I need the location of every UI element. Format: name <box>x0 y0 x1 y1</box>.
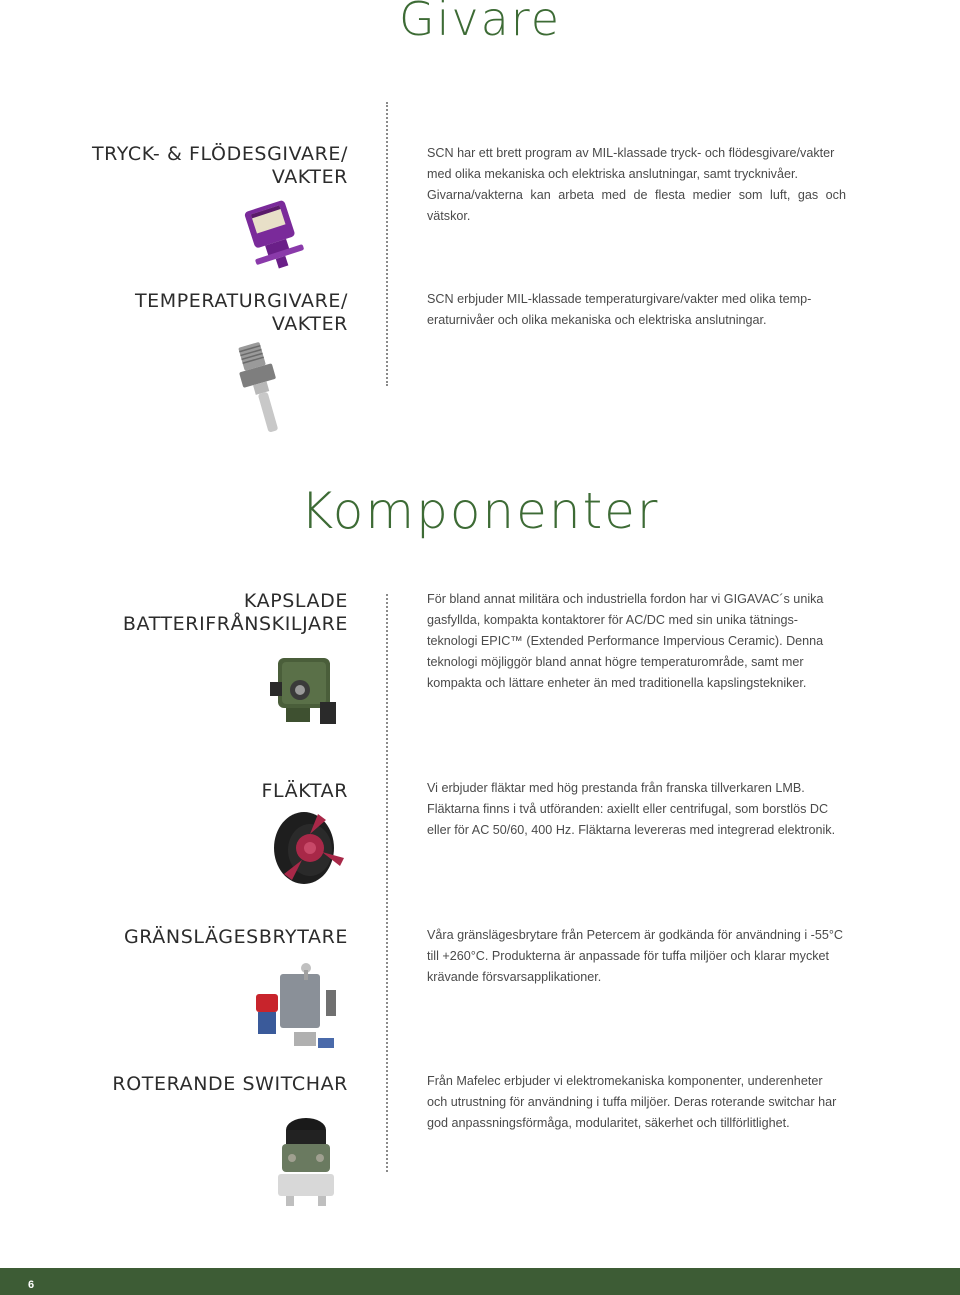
item-text-temperature: SCN erbjuder MIL-klassade temperaturgivare/vakter med olika temp- eraturnivåer och olika mekaniska och elektriska anslutningar. <box>427 292 812 327</box>
item-text-limit-switches: Våra gränslägesbrytare från Petercem är godkända för användning i -55°C till +260°C. Produkterna är anpassade för tuffa miljöer och klarar mycket krävande försvarsapplikationer. <box>427 928 843 984</box>
page-number: 6 <box>28 1279 35 1291</box>
item-text-rotary-switches: Från Mafelec erbjuder vi elektromekaniska komponenter, underenheter och utrustning för användning i tuffa miljöer. Deras roterande switchar har god anpassningsförmåga, modularitet, säkerhet och tillförlitlighet. <box>427 1074 837 1130</box>
item-title-limit-switches: GRÄNSLÄGESBRYTARE <box>123 926 348 948</box>
item-text-battery-disconnect: För bland annat militära och industriella fordon har vi GIGAVAC´s unika gasfyllda, kompakta kontaktorer för AC/DC med sin unika tätnings- teknologi EPIC™ (Extended Performance Impervious Ceramic). Denna teknologi möjliggör bland annat högre temperaturområde, samt mer kompakta och lättare enheter än med traditionella kapslingstekniker. <box>427 592 824 690</box>
item-title-battery-disconnect: KAPSLADE BATTERIFRÅNSKILJARE <box>122 590 348 635</box>
item-title-rotary-switches: ROTERANDE SWITCHAR <box>112 1073 348 1095</box>
fan-icon <box>270 806 350 888</box>
divider-givare <box>386 102 388 386</box>
limit-switch-icon <box>250 960 346 1056</box>
footer-bar <box>0 1268 960 1295</box>
divider-komponenter <box>386 594 388 1172</box>
pressure-sensor-icon <box>238 196 312 272</box>
item-text-fans: Vi erbjuder fläktar med hög prestanda från franska tillverkaren LMB. Fläktarna finns i två utföranden: axiellt eller centrifugal, som borstlös DC eller för AC 50/60, 400 Hz. Fläktarna levereras med integrerad elektronik. <box>427 781 836 837</box>
rotary-switch-icon <box>268 1108 344 1210</box>
section-title-komponenter: Komponenter <box>300 482 660 540</box>
item-title-fans: FLÄKTAR <box>261 780 348 802</box>
item-title-temperature: TEMPERATURGIVARE/ VAKTER <box>134 290 348 335</box>
section-title-givare: Givare <box>398 0 562 46</box>
battery-disconnect-switch-icon <box>266 652 342 728</box>
item-title-pressure: TRYCK- & FLÖDESGIVARE/ VAKTER <box>91 143 348 188</box>
temperature-sensor-icon <box>232 340 298 434</box>
item-text-pressure: SCN har ett brett program av MIL-klassade tryck- och flödesgivare/vakter med olika mekaniska och elektriska anslutningar, samt trycknivåer. Givarna/vakterna kan arbeta med de flesta medier som luft, gas och vätskor. <box>427 146 846 223</box>
